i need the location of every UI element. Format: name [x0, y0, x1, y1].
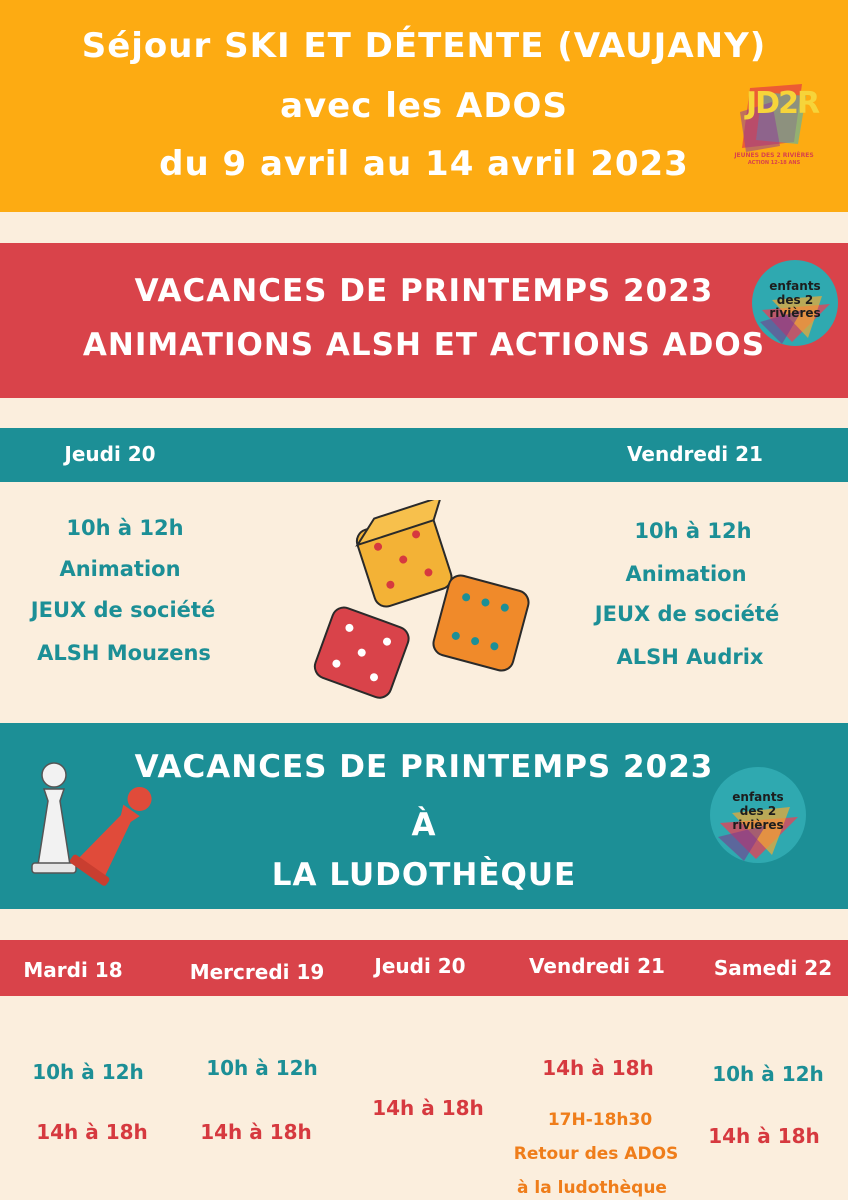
sejour-title: Séjour SKI ET DÉTENTE (VAUJANY)	[81, 26, 767, 66]
day-jeudi: Jeudi 20	[374, 954, 466, 978]
schedule-days-strip	[0, 940, 848, 996]
dice-illustration	[308, 500, 538, 700]
mercredi-afternoon: 14h à 18h	[200, 1120, 312, 1144]
alsh-left-place: ALSH Mouzens	[37, 641, 211, 665]
jeudi-afternoon: 14h à 18h	[372, 1096, 484, 1120]
vendredi-ados-place: à la ludothèque	[517, 1178, 667, 1198]
day-vendredi: Vendredi 21	[529, 954, 665, 978]
samedi-morning: 10h à 12h	[712, 1062, 824, 1086]
sejour-dates: du 9 avril au 14 avril 2023	[159, 144, 689, 184]
alsh-days-strip	[0, 428, 848, 482]
jd2r-letters: JD2R	[746, 86, 819, 121]
ludo-title: VACANCES DE PRINTEMPS 2023	[134, 749, 714, 785]
alsh-right-time: 10h à 12h	[634, 519, 752, 543]
alsh-left-activity: Animation	[59, 557, 181, 581]
jd2r-caption-2: ACTION 12-18 ANS	[747, 160, 801, 166]
chess-pieces-icon	[24, 755, 154, 895]
alsh-left-day: Jeudi 20	[64, 442, 156, 466]
enfants-logo-bottom-line3: rivières	[732, 818, 784, 832]
alsh-left-games: JEUX de société	[30, 598, 216, 622]
vacances-banner	[0, 243, 848, 398]
day-samedi: Samedi 22	[713, 956, 833, 980]
vendredi-ados-time: 17H-18h30	[547, 1110, 653, 1130]
red-die-icon	[311, 604, 411, 700]
sejour-banner	[0, 0, 848, 212]
enfants-logo-bottom-line1: enfants	[732, 790, 784, 804]
alsh-left-time: 10h à 12h	[66, 516, 184, 540]
mercredi-morning: 10h à 12h	[206, 1056, 318, 1080]
vendredi-afternoon: 14h à 18h	[542, 1056, 654, 1080]
day-mercredi: Mercredi 19	[189, 960, 325, 984]
enfants-logo-bottom	[710, 767, 806, 863]
sejour-subtitle: avec les ADOS	[280, 86, 568, 126]
enfants-logo-line2: des 2	[776, 293, 814, 307]
alsh-right-activity: Animation	[625, 562, 747, 586]
vacances-title: VACANCES DE PRINTEMPS 2023	[134, 273, 714, 309]
enfants-logo-top	[752, 260, 838, 346]
mardi-morning: 10h à 12h	[32, 1060, 144, 1084]
day-mardi: Mardi 18	[23, 958, 123, 982]
mardi-afternoon: 14h à 18h	[36, 1120, 148, 1144]
alsh-right-place: ALSH Audrix	[616, 645, 764, 669]
enfants-logo-bottom-line2: des 2	[739, 804, 777, 818]
ludo-banner	[0, 723, 848, 909]
alsh-right-day: Vendredi 21	[627, 442, 763, 466]
alsh-right-games: JEUX de société	[594, 602, 780, 626]
ludo-place: LA LUDOTHÈQUE	[271, 857, 577, 893]
enfants-logo-line3: rivières	[769, 306, 821, 320]
ludo-a: À	[411, 807, 437, 843]
samedi-afternoon: 14h à 18h	[708, 1124, 820, 1148]
vacances-subtitle: ANIMATIONS ALSH ET ACTIONS ADOS	[82, 327, 766, 363]
vendredi-ados-retour: Retour des ADOS	[513, 1144, 679, 1164]
jd2r-caption: JEUNES DES 2 RIVIÈRES	[734, 152, 814, 159]
enfants-logo-line1: enfants	[769, 279, 821, 293]
jd2r-logo	[732, 82, 819, 172]
